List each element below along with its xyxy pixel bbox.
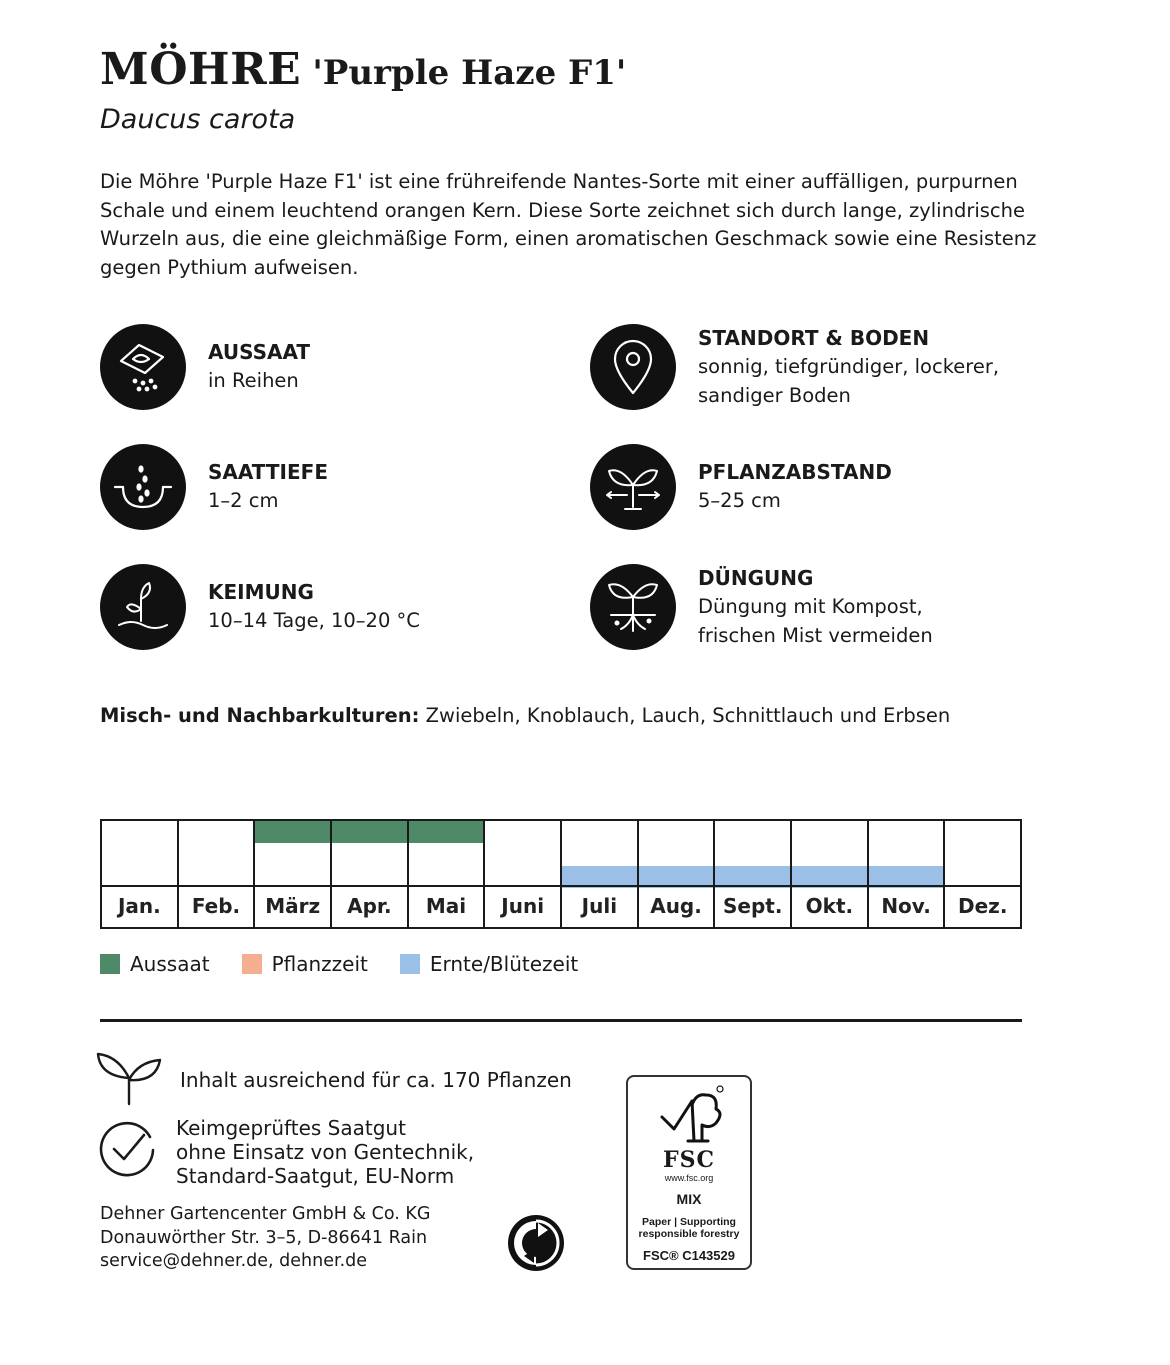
legend-label: Ernte/Blütezeit (429, 952, 579, 976)
calendar-month (560, 821, 637, 927)
company-address: Dehner Gartencenter GmbH & Co. KG Donauwörther Str. 3–5, D-86641 Rain service@dehner.de, dehner.de (100, 1204, 431, 1271)
feature-keimung (100, 564, 420, 650)
calendar-month (790, 821, 867, 927)
product-description: Die Möhre 'Purple Haze F1' ist eine frühreifende Nantes-Sorte mit einer auffälligen, purpurnen Schale und einem leuchtend orangen Kern. Diese Sorte zeichnet sich durch lange, zylindrische Wurzeln aus, die eine gleichmäßige Form, einen aromatischen Geschmack sowie eine Resistenz gegen Pythium aufweisen. (100, 170, 1037, 279)
legend-pflanzzeit (242, 952, 368, 976)
feature-value: sonnig, tiefgründiger, lockerer, sandiger Boden (698, 355, 1000, 407)
legend-label: Aussaat (130, 952, 210, 976)
sprout-icon (100, 564, 186, 650)
calendar-legend (100, 952, 610, 976)
plant-spacing-icon (590, 444, 676, 530)
feature-value: 1–2 cm (208, 489, 279, 513)
month-label: Juni (485, 885, 560, 927)
feature-saattiefe (100, 444, 328, 530)
seed-packet-icon (100, 324, 186, 410)
tested-info (96, 1116, 474, 1188)
legend-label: Pflanzzeit (271, 952, 368, 976)
month-label: März (255, 885, 330, 927)
calendar-month (407, 821, 484, 927)
fsc-url: www.fsc.org (664, 1173, 714, 1183)
month-label: Feb. (179, 885, 254, 927)
feature-label: DÜNGUNG (698, 566, 814, 590)
content-text: Inhalt ausreichend für ca. 170 Pflanzen (180, 1068, 572, 1092)
month-label: Apr. (332, 885, 407, 927)
feature-duengung (590, 564, 933, 650)
calendar-month (483, 821, 560, 927)
feature-label: AUSSAAT (208, 340, 311, 365)
feature-aussaat (100, 324, 310, 410)
location-pin-icon (590, 324, 676, 410)
recycle-icon (506, 1213, 566, 1277)
legend-ernte (400, 952, 578, 976)
calendar-month (177, 821, 254, 927)
content-info (96, 1050, 572, 1110)
latin-name: Daucus carota (100, 104, 296, 135)
calendar-month (102, 821, 177, 927)
product-variety: 'Purple Haze F1' (312, 53, 627, 93)
feature-pflanzabstand (590, 444, 892, 530)
fsc-tree-icon (652, 1083, 732, 1145)
feature-label: STANDORT & BODEN (698, 326, 930, 350)
month-label: Nov. (869, 885, 944, 927)
product-title (100, 44, 626, 95)
feature-label: KEIMUNG (208, 580, 314, 605)
fsc-paper: Paper | Supporting responsible forestry (638, 1216, 740, 1240)
fsc-mix: MIX (676, 1191, 702, 1207)
aussaat-bar (255, 821, 330, 843)
calendar-month (713, 821, 790, 927)
fsc-mark: FSC (662, 1147, 716, 1173)
feature-label: SAATTIEFE (208, 460, 328, 485)
legend-swatch-aussaat (100, 954, 120, 974)
feature-value: in Reihen (208, 369, 299, 393)
calendar-month (943, 821, 1020, 927)
feature-value: 5–25 cm (698, 489, 781, 513)
checkmark-circle-icon (96, 1119, 158, 1185)
calendar-month (330, 821, 407, 927)
plant-icon (96, 1050, 162, 1110)
product-name: MÖHRE (100, 44, 302, 95)
calendar-month (253, 821, 330, 927)
month-label: Juli (562, 885, 637, 927)
month-label: Okt. (792, 885, 867, 927)
feature-value: Düngung mit Kompost, frischen Mist vermeiden (698, 595, 933, 647)
sowing-calendar (100, 819, 1022, 929)
fsc-logo (626, 1075, 752, 1270)
companion-label: Misch- und Nachbarkulturen: (100, 704, 420, 727)
divider (100, 1019, 1022, 1022)
feature-label: PFLANZABSTAND (698, 460, 892, 485)
month-label: Dez. (945, 885, 1020, 927)
seed-depth-icon (100, 444, 186, 530)
calendar-month (867, 821, 944, 927)
feature-value: 10–14 Tage, 10–20 °C (208, 609, 420, 633)
legend-aussaat (100, 952, 210, 976)
month-label: Sept. (715, 885, 790, 927)
month-label: Jan. (102, 885, 177, 927)
aussaat-bar (332, 821, 407, 843)
companion-crops (100, 704, 950, 727)
legend-swatch-ernte (400, 954, 420, 974)
fsc-code: FSC® C143529 (643, 1248, 735, 1263)
month-label: Mai (409, 885, 484, 927)
companion-value: Zwiebeln, Knoblauch, Lauch, Schnittlauch und Erbsen (425, 704, 951, 727)
month-label: Aug. (639, 885, 714, 927)
feature-standort (590, 324, 999, 410)
legend-swatch-pflanzzeit (242, 954, 262, 974)
aussaat-bar (409, 821, 484, 843)
calendar-month (637, 821, 714, 927)
plant-roots-icon (590, 564, 676, 650)
tested-text: Keimgeprüftes Saatgut ohne Einsatz von Gentechnik, Standard-Saatgut, EU-Norm (176, 1116, 475, 1188)
